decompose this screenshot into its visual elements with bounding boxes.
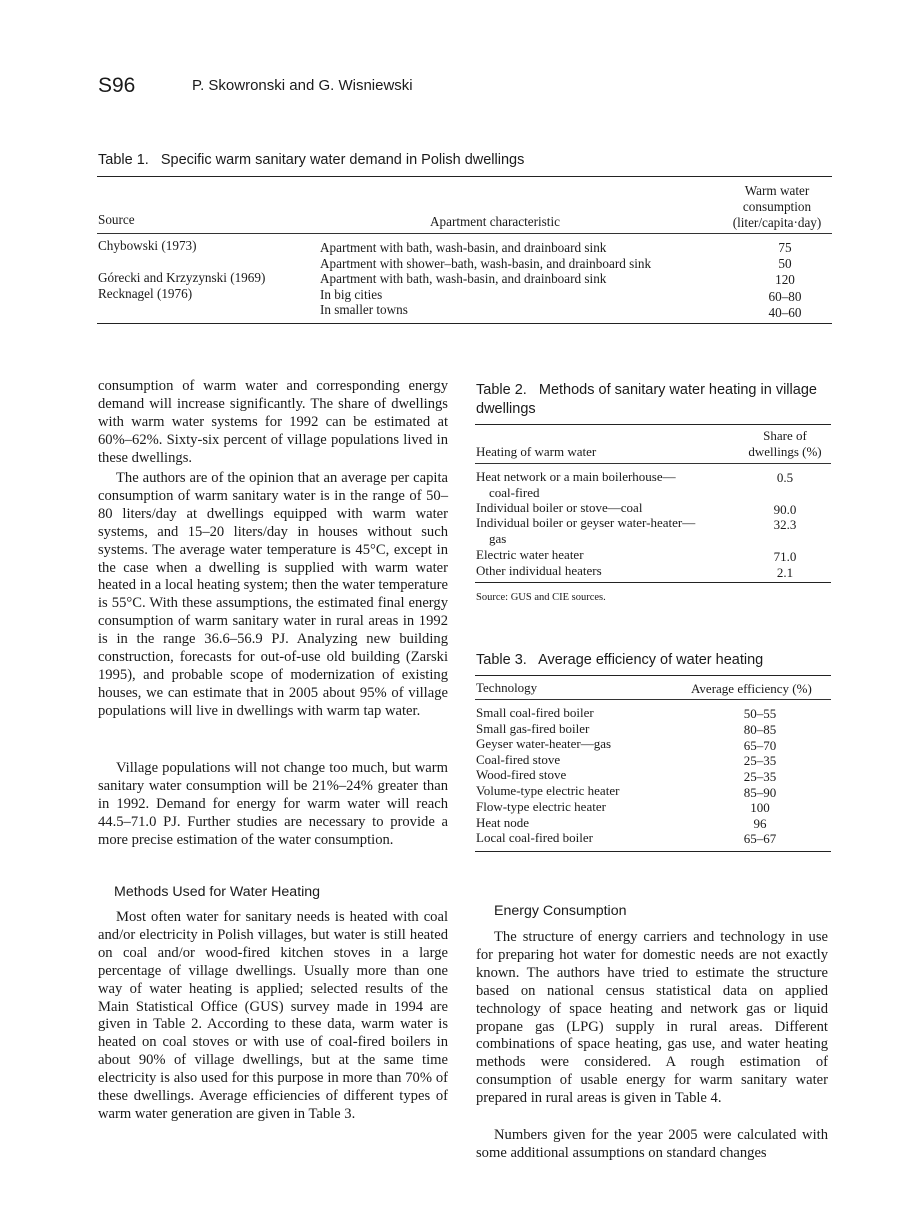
table3-cell-value: 80–85 xyxy=(743,722,777,737)
paragraph-text: Numbers given for the year 2005 were calculated with some additional assumptions on standard changes xyxy=(476,1127,828,1161)
table2-header-share-2: dwellings (%) xyxy=(748,444,822,459)
table1-cell-value: 50 xyxy=(778,256,792,271)
table3-cell-value: 85–90 xyxy=(743,785,777,800)
paragraph-text: Most often water for sanitary needs is heated with coal and/or electricity in Polish villages, but water is still heated on coal and/or wood-fired kitchen stoves in a large percentage of village dwellings. Usually more than one way of water heating is applied; selected results of the Main Statistical Office (GUS) survey made in 1994 are given in Table 2. According to these data, warm water is heated on coal stoves or with use of coal-fired boilers in about 90% of village dwellings, but at the same time electricity is also used for this purpose in more than 70% of these dwellings. Average efficiencies of different types of warm water generation are given in Table 3. xyxy=(98,909,448,1122)
table1-header-consumption-3: (liter/capita·day) xyxy=(732,215,822,230)
table1-header-characteristic: Apartment characteristic xyxy=(430,214,560,229)
table2-cell-method: Electric water heater xyxy=(476,547,584,562)
table1-cell-source: Recknagel (1976) xyxy=(98,286,193,301)
table2-top-rule xyxy=(475,424,831,425)
table2-header-heating: Heating of warm water xyxy=(476,444,597,459)
right-paragraph-2 xyxy=(476,1127,828,1163)
table3-top-rule xyxy=(475,675,831,676)
table3-cell-tech: Heat node xyxy=(476,815,530,830)
page-number: S96 xyxy=(98,74,136,97)
table2-header-share-1: Share of xyxy=(763,428,807,443)
table3-cell-tech: Local coal-fired boiler xyxy=(476,830,593,845)
table1-cell-value: 75 xyxy=(778,240,792,255)
running-header-authors: P. Skowronski and G. Wisniewski xyxy=(192,77,413,94)
paragraph-text: consumption of warm water and corresponding energy demand will increase significantly. The share of dwellings with warm water systems for 1992 can be estimated at 60%–62%. Sixty-six percent of village populations lived in these dwellings. xyxy=(98,378,448,466)
table3-cell-tech: Geyser water-heater—gas xyxy=(476,736,612,751)
table3-cell-value: 65–70 xyxy=(743,738,777,753)
table1-cell-source: Chybowski (1973) xyxy=(98,238,197,253)
table3-cell-tech: Small gas-fired boiler xyxy=(476,721,590,736)
table2-cell-method: Heat network or a main boilerhouse— xyxy=(476,469,676,484)
table3-cell-value: 100 xyxy=(750,800,770,815)
table3-cell-value: 65–67 xyxy=(743,831,777,846)
table1-caption: Table 1. Specific warm sanitary water demand in Polish dwellings xyxy=(98,152,525,168)
paragraph-text: Village populations will not change too much, but warm sanitary water consumption will be 21%–24% greater than in 1992. Demand for energy for warm water will reach 44.5–71.0 PJ. Further studies are necessary to provide a more precise estimation of the water consumption. xyxy=(98,760,448,848)
paragraph-text: The structure of energy carriers and technology in use for preparing hot water for domestic needs are not exactly known. The authors have tried to estimate the structure based on national census statistical data on applied technology of space heating and network gas or liquid propane gas (LPG) supply in rural areas. Different combinations of space heating, gas use, and water heating methods were considered. A rough estimation of consumption of usable energy for warm sanitary water prepared in rural areas is given in Table 4. xyxy=(476,929,828,1107)
table1-cell-value: 120 xyxy=(775,272,795,287)
table3-cell-value: 50–55 xyxy=(743,706,777,721)
table1-cell-characteristic: Apartment with bath, wash-basin, and drainboard sink xyxy=(320,240,607,255)
table1-cell-source: Górecki and Krzyzynski (1969) xyxy=(98,270,266,285)
table1-cell-characteristic: Apartment with bath, wash-basin, and drainboard sink xyxy=(320,271,607,286)
table1-bottom-rule xyxy=(97,323,832,324)
table3-bottom-rule xyxy=(475,851,831,852)
table3-cell-value: 25–35 xyxy=(743,769,777,784)
table3-cell-tech: Small coal-fired boiler xyxy=(476,705,594,720)
table2-bottom-rule xyxy=(475,582,831,583)
section-heading-energy: Energy Consumption xyxy=(494,903,627,919)
table3-header-efficiency: Average efficiency (%) xyxy=(691,681,812,696)
table1-top-rule xyxy=(97,176,832,177)
table2-cell-method-cont: coal-fired xyxy=(489,485,540,500)
table1-header-source: Source xyxy=(98,212,135,227)
table2-cell-method: Individual boiler or geyser water-heater— xyxy=(476,515,696,530)
table1-cell-characteristic: In smaller towns xyxy=(320,302,408,317)
table2-cell-value: 90.0 xyxy=(773,502,797,517)
table2-cell-value: 71.0 xyxy=(773,549,797,564)
table3-cell-tech: Coal-fired stove xyxy=(476,752,561,767)
section-heading-methods: Methods Used for Water Heating xyxy=(114,884,321,900)
table1-cell-value: 60–80 xyxy=(768,289,802,304)
left-paragraph-3 xyxy=(98,760,448,850)
table1-cell-characteristic: Apartment with shower–bath, wash-basin, and drainboard sink xyxy=(320,256,652,271)
table2-header-rule xyxy=(475,463,831,464)
table1-cell-characteristic: In big cities xyxy=(320,287,383,302)
table2-cell-value: 0.5 xyxy=(776,470,794,485)
table3-cell-tech: Wood-fired stove xyxy=(476,767,567,782)
table3-cell-value: 25–35 xyxy=(743,753,777,768)
table3-caption: Table 3. Average efficiency of water heating xyxy=(476,652,764,668)
table3-header-technology: Technology xyxy=(476,680,538,695)
table1-header-consumption-2: consumption xyxy=(742,199,812,214)
table2-cell-value: 2.1 xyxy=(776,565,794,580)
table3-header-rule xyxy=(475,699,831,700)
right-paragraph-1 xyxy=(476,929,828,1108)
table2-cell-method: Individual boiler or stove—coal xyxy=(476,500,643,515)
table1-cell-value: 40–60 xyxy=(768,305,802,320)
table3-cell-tech: Flow-type electric heater xyxy=(476,799,606,814)
table3-cell-tech: Volume-type electric heater xyxy=(476,783,620,798)
table2-cell-method: Other individual heaters xyxy=(476,563,602,578)
table1-header-rule xyxy=(97,233,832,234)
table1-header-consumption-1: Warm water xyxy=(744,183,810,198)
left-paragraph-2 xyxy=(98,470,448,721)
left-paragraph-4 xyxy=(98,909,448,1124)
table2-cell-value: 32.3 xyxy=(773,517,797,532)
table3-cell-value: 96 xyxy=(753,816,767,831)
paragraph-text: The authors are of the opinion that an average per capita consumption of warm sanitary water is in the range of 50–80 liters/day at dwellings equipped with warm water systems, and 15–20 liters/day in houses without such systems. The average water temperature is 45°C, except in the case when a dwelling is supplied with warm water heated in a local heating system; then the water temperature is 55°C. With these assumptions, the estimated final energy consumption of warm sanitary water in rural areas in 1992 is in the range 36.6–56.9 PJ. Analyzing new building construction, forecasts for out-of-use old building (Zarski 1995), and probable scope of modernization of existing houses, we can estimate that in 2005 about 95% of village populations will live in dwellings with warm tap water. xyxy=(98,470,448,719)
left-paragraph-1 xyxy=(98,378,448,468)
table2-caption: Table 2. Methods of sanitary water heating in village dwellings xyxy=(476,382,821,417)
table2-source-note: Source: GUS and CIE sources. xyxy=(476,592,606,603)
table2-cell-method-cont: gas xyxy=(489,531,507,546)
